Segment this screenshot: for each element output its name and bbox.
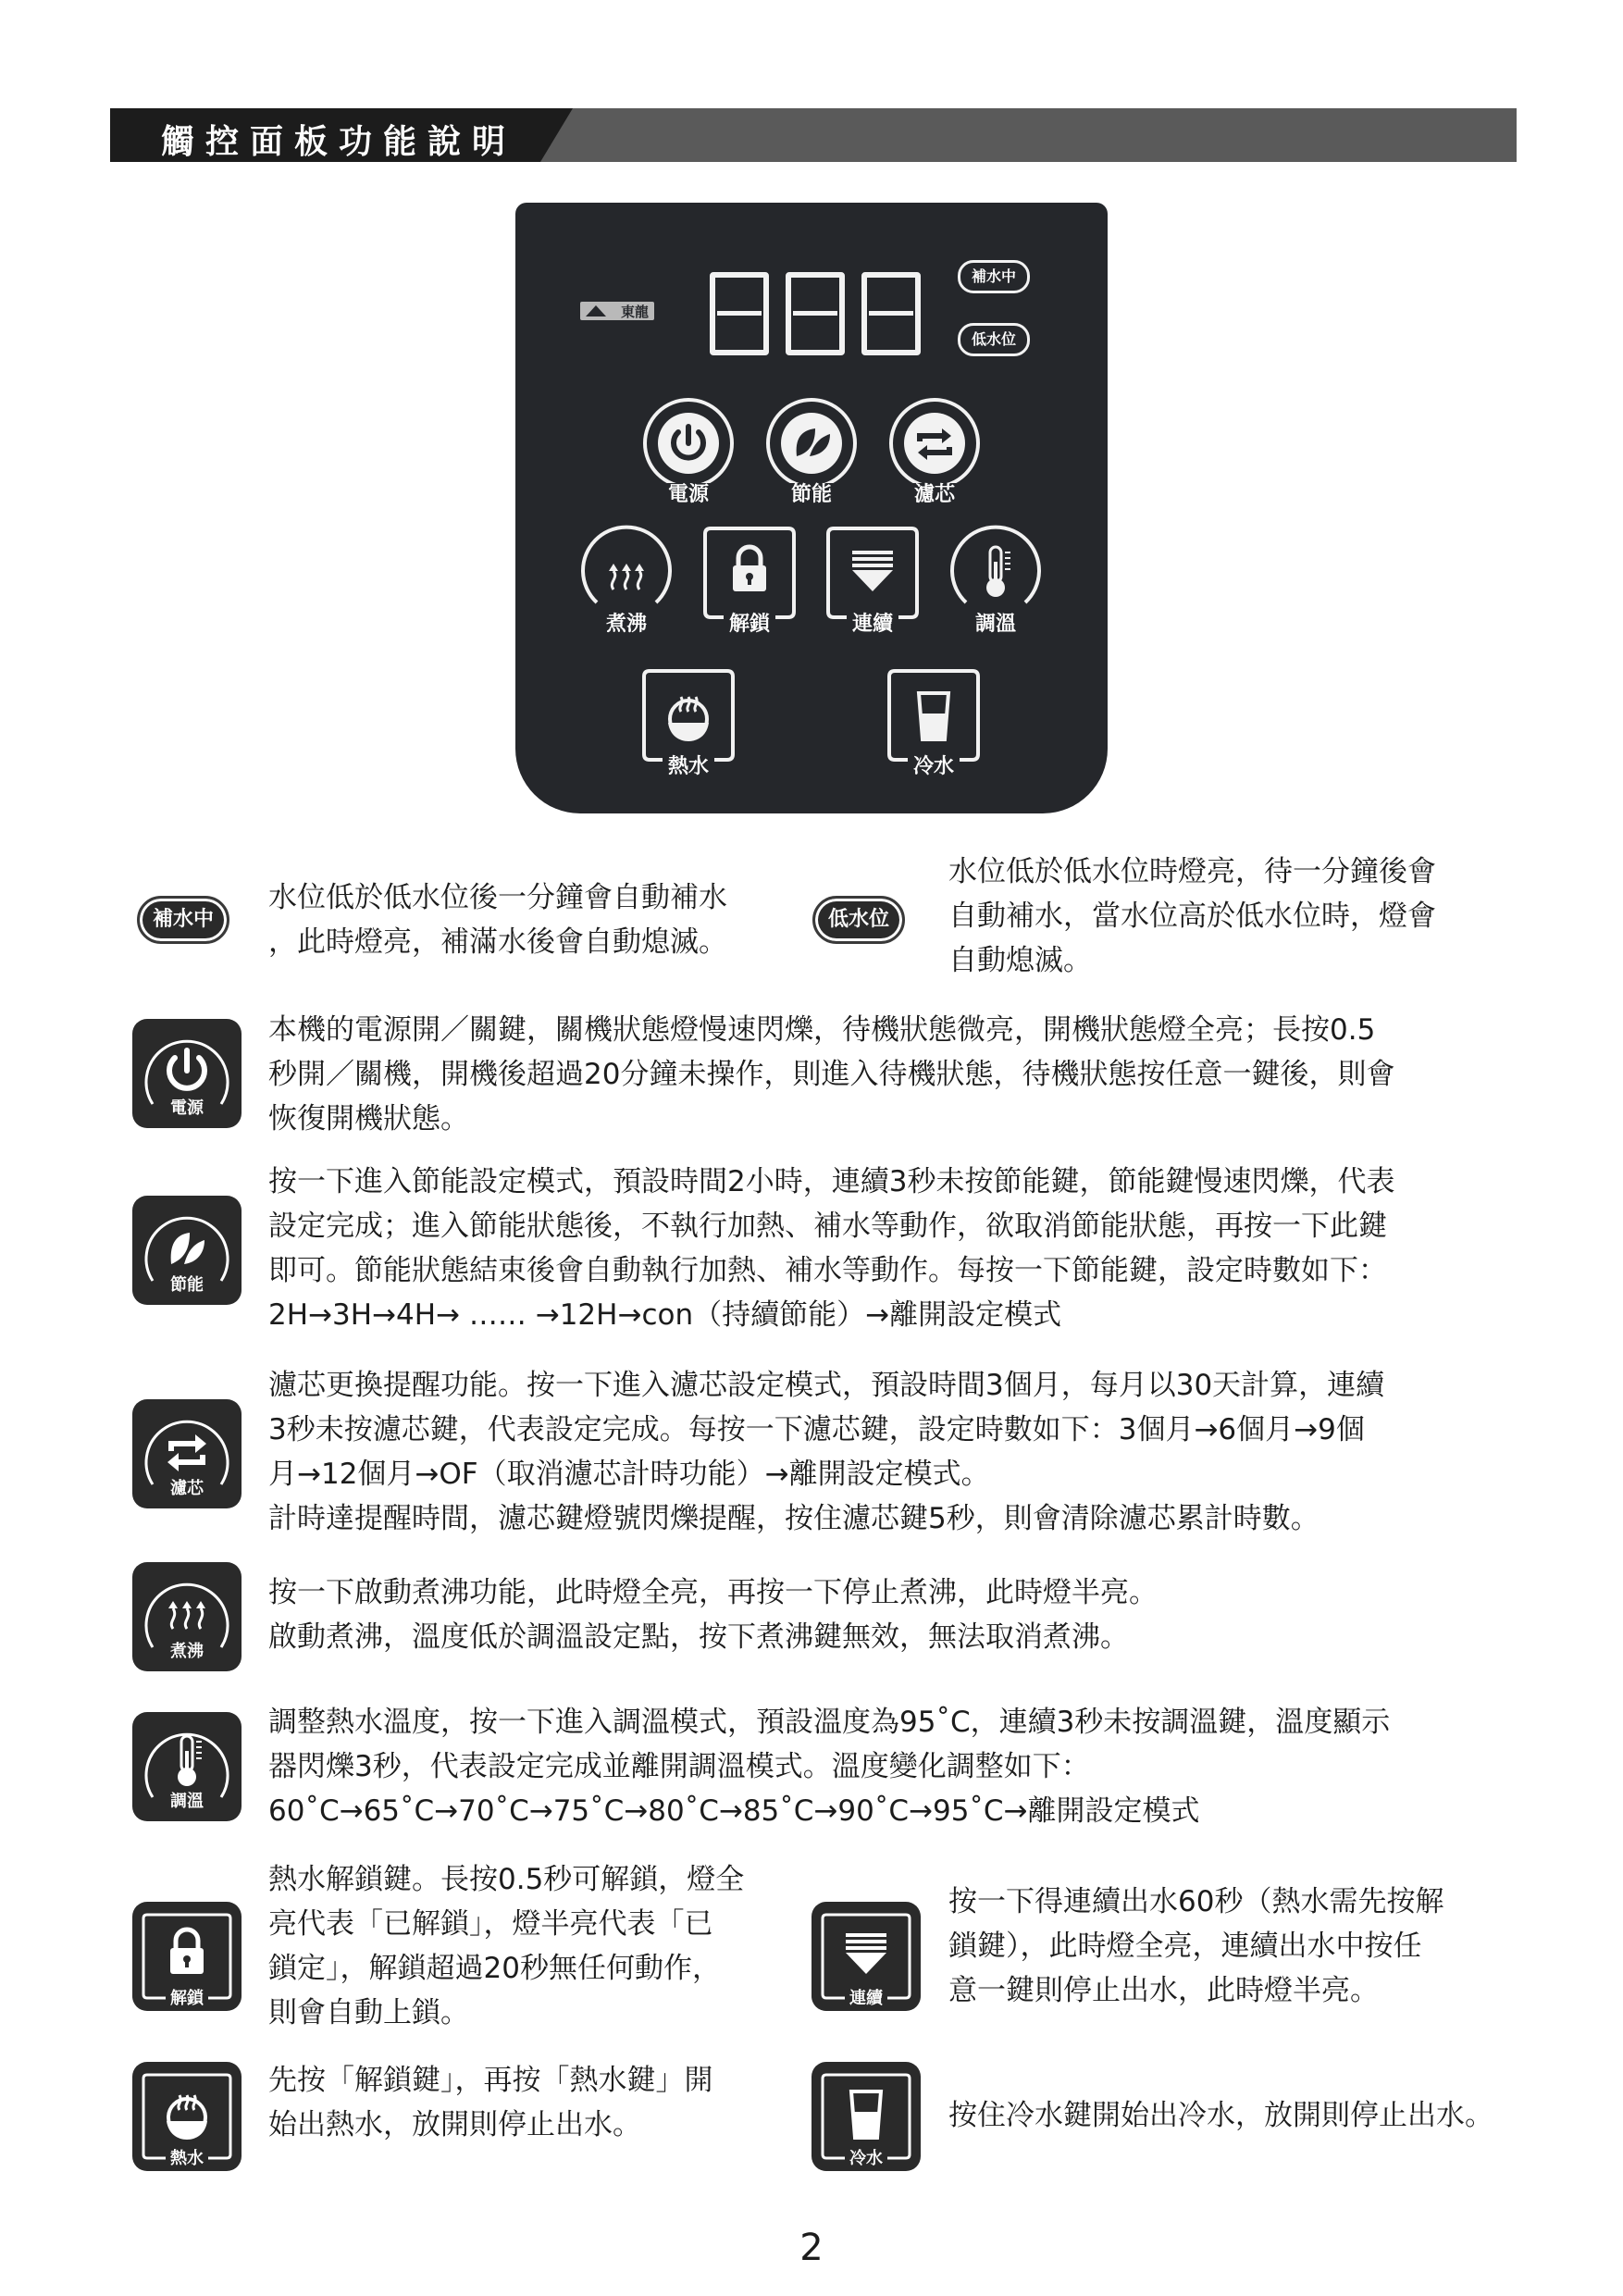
eco-button[interactable] — [763, 395, 860, 506]
temp-button[interactable] — [948, 525, 1044, 636]
filter-label: 濾芯 — [886, 478, 983, 507]
temp-description: 調整熱水溫度，按一下進入調溫模式，預設溫度為95˚C，連續3秒未按調溫鍵，溫度顯示 器閃爍3秒，代表設定完成並離開調溫模式。溫度變化調整如下： 60˚C→65˚C→70˚C→75˚C→80˚C→85˚C→90˚C→95˚C→離開設定模式 — [268, 1706, 1391, 1828]
power-button[interactable] — [640, 395, 737, 506]
refill-icon: 補水中 — [137, 896, 229, 944]
cold-water-icon: 冷水 — [812, 2062, 921, 2171]
unlock-icon: 解鎖 — [132, 1902, 242, 2011]
temp-label: 調溫 — [948, 608, 1044, 637]
eco-description: 按一下進入節能設定模式，預設時間2小時，連續3秒未按節能鍵，節能鍵慢速閃爍，代表 設定完成；進入節能狀態後，不執行加熱、補水等動作，欲取消節能狀態，再按一下此鍵 即可。節能狀態結束後會自動執行加熱、補水等動作。每按一下節能鍵，設定時數如下： 2H→3H→4H→ …… →12H→con（持續節能）→離開設定模式 — [268, 1165, 1395, 1332]
boil-icon: 煮沸 — [132, 1562, 242, 1671]
eco-label: 節能 — [763, 478, 860, 507]
eco-icon: 節能 — [132, 1196, 242, 1305]
low-water-icon: 低水位 — [812, 896, 905, 944]
boil-description: 按一下啟動煮沸功能，此時燈全亮，再按一下停止煮沸，此時燈半亮。 啟動煮沸，溫度低於調溫設定點，按下煮沸鍵無效，無法取消煮沸。 — [268, 1576, 1158, 1654]
display-digit — [861, 272, 921, 355]
hot-water-icon: 熱水 — [132, 2062, 242, 2171]
hot-water-button[interactable] — [640, 667, 737, 778]
refill-indicator: 補水中 — [958, 260, 1030, 293]
filter-button[interactable] — [886, 395, 983, 506]
display-digit — [710, 272, 769, 355]
filter-description: 濾芯更換提醒功能。按一下進入濾芯設定模式，預設時間3個月，每月以30天計算，連續 3秒未按濾芯鍵，代表設定完成。每按一下濾芯鍵，設定時數如下：3個月→6個月→9個 月→12個月→OF（取消濾芯計時功能）→離開設定模式。 計時達提醒時間，濾芯鍵燈號閃爍提醒，按住濾芯鍵5秒，則會清除濾芯累計時數。 — [268, 1369, 1385, 1535]
control-panel — [515, 203, 1108, 813]
boil-button[interactable] — [578, 525, 675, 636]
low-water-description: 水位低於低水位時燈亮，待一分鐘後會 自動補水，當水位高於低水位時，燈會 自動熄滅。 — [948, 855, 1436, 977]
refill-description: 水位低於低水位後一分鐘會自動補水 ，此時燈亮，補滿水後會自動熄滅。 — [268, 881, 727, 959]
unlock-button[interactable] — [701, 525, 798, 636]
boil-label: 煮沸 — [578, 608, 675, 637]
section-title: 觸控面板功能說明 — [161, 123, 517, 161]
low-water-indicator: 低水位 — [958, 323, 1030, 356]
unlock-label: 解鎖 — [701, 608, 798, 637]
filter-icon: 濾芯 — [132, 1399, 242, 1508]
continuous-icon: 連續 — [812, 1902, 921, 2011]
cold-water-button[interactable] — [886, 667, 982, 778]
continuous-label: 連續 — [824, 608, 921, 637]
continuous-description: 按一下得連續出水60秒（熱水需先按解 鎖鍵），此時燈全亮，連續出水中按任 意一鍵則停止出水，此時燈半亮。 — [948, 1885, 1444, 2007]
cold-water-description: 按住冷水鍵開始出冷水，放開則停止出水。 — [948, 2099, 1493, 2132]
power-label: 電源 — [640, 478, 737, 507]
temp-icon: 調溫 — [132, 1712, 242, 1821]
hot-water-description: 先按「解鎖鍵」，再按「熱水鍵」開 始出熱水，放開則停止出水。 — [268, 2064, 713, 2141]
page-number: 2 — [799, 2227, 824, 2269]
brand-name: 東龍 — [620, 304, 649, 320]
brand-mark-icon — [586, 305, 606, 316]
power-icon: 電源 — [132, 1019, 242, 1128]
unlock-description: 熱水解鎖鍵。長按0.5秒可解鎖，燈全 亮代表「已解鎖」，燈半亮代表「已 鎖定」，解鎖超過20秒無任何動作， 則會自動上鎖。 — [268, 1863, 745, 2029]
cold-water-label: 冷水 — [886, 751, 982, 779]
power-description: 本機的電源開／關鍵，關機狀態燈慢速閃爍，待機狀態微亮，開機狀態燈全亮；長按0.5 秒開／關機，開機後超過20分鐘未操作，則進入待機狀態，待機狀態按任意一鍵後，則會 恢復開機狀態。 — [268, 1013, 1395, 1136]
section-header — [110, 108, 1517, 162]
continuous-button[interactable] — [824, 525, 921, 636]
display-digit — [786, 272, 845, 355]
hot-water-label: 熱水 — [640, 751, 737, 779]
brand-logo — [580, 302, 654, 320]
